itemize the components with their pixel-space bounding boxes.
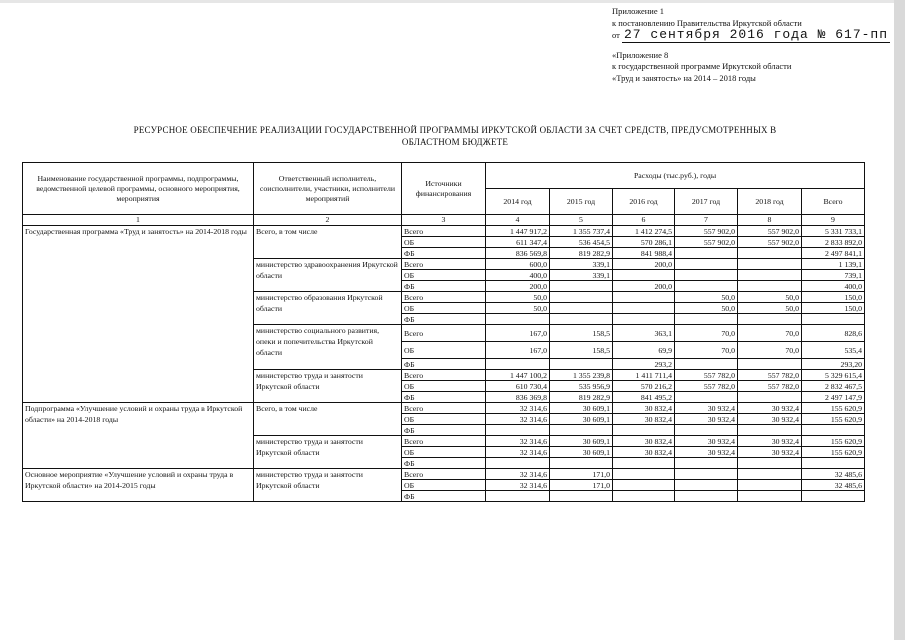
amount-cell: 600,0 [486, 259, 550, 270]
column-number: 6 [613, 215, 675, 226]
total-cell: 32 485,6 [802, 469, 865, 480]
amount-cell: 30 832,4 [613, 403, 675, 414]
resource-table [22, 162, 865, 502]
amount-cell: 339,1 [550, 259, 613, 270]
amount-cell [738, 425, 802, 436]
amount-cell: 557 902,0 [738, 226, 802, 237]
funding-source-cell: ФБ [402, 392, 486, 403]
amount-cell [613, 292, 675, 303]
funding-source-cell: Всего [402, 259, 486, 270]
amount-cell: 30 609,1 [550, 447, 613, 458]
amount-cell [486, 458, 550, 469]
amount-cell [738, 458, 802, 469]
amount-cell: 30 832,4 [613, 436, 675, 447]
executor-cell: министерство труда и занятости Иркутской области [254, 436, 402, 469]
header-executor: Ответственный исполнитель, соисполнители, участники, исполнители мероприятий [254, 163, 402, 215]
amount-cell: 32 314,6 [486, 436, 550, 447]
scan-right-edge [894, 0, 905, 640]
funding-source-cell: Всего [402, 403, 486, 414]
amount-cell: 30 932,4 [738, 414, 802, 425]
header-line3 [612, 29, 902, 42]
amount-cell: 32 314,6 [486, 403, 550, 414]
amount-cell: 171,0 [550, 480, 613, 491]
amount-cell: 70,0 [675, 325, 738, 342]
amount-cell: 30 932,4 [738, 436, 802, 447]
amount-cell: 50,0 [738, 303, 802, 314]
amount-cell: 50,0 [675, 292, 738, 303]
amount-cell: 30 932,4 [675, 447, 738, 458]
amount-cell: 171,0 [550, 469, 613, 480]
amount-cell [486, 359, 550, 370]
total-cell: 5 331 733,1 [802, 226, 865, 237]
total-cell: 1 139,1 [802, 259, 865, 270]
funding-source-cell: ОБ [402, 342, 486, 359]
amount-cell [675, 480, 738, 491]
executor-cell: министерство образования Иркутской области [254, 292, 402, 325]
executor-cell: Всего, в том числе [254, 226, 402, 259]
total-cell: 739,1 [802, 270, 865, 281]
amount-cell: 69,9 [613, 342, 675, 359]
executor-cell: министерство труда и занятости Иркутской области [254, 370, 402, 403]
header-name: Наименование государственной программы, подпрограммы, ведомственной целевой программы, основного мероприятия, мероприятия [23, 163, 254, 215]
amount-cell: 536 454,5 [550, 237, 613, 248]
amount-cell [675, 259, 738, 270]
funding-source-cell: ОБ [402, 303, 486, 314]
appendix-header [612, 6, 902, 84]
amount-cell: 30 609,1 [550, 403, 613, 414]
table-row [23, 469, 865, 480]
amount-cell: 339,1 [550, 270, 613, 281]
amount-cell: 200,0 [486, 281, 550, 292]
amount-cell: 70,0 [675, 342, 738, 359]
amount-cell [486, 425, 550, 436]
amount-cell: 158,5 [550, 342, 613, 359]
amount-cell: 30 932,4 [738, 403, 802, 414]
amount-cell: 841 988,4 [613, 248, 675, 259]
column-number: 8 [738, 215, 802, 226]
total-cell [802, 491, 865, 502]
amount-cell: 1 411 711,4 [613, 370, 675, 381]
total-cell: 155 620,9 [802, 436, 865, 447]
amount-cell [738, 480, 802, 491]
funding-source-cell: ФБ [402, 458, 486, 469]
amount-cell [675, 392, 738, 403]
document-title [60, 124, 850, 148]
amount-cell: 819 282,9 [550, 392, 613, 403]
total-cell [802, 425, 865, 436]
amount-cell [486, 314, 550, 325]
amount-cell: 30 832,4 [613, 447, 675, 458]
amount-cell: 32 314,6 [486, 414, 550, 425]
amount-cell [738, 469, 802, 480]
amount-cell: 400,0 [486, 270, 550, 281]
executor-cell: министерство здравоохранения Иркутской области [254, 259, 402, 292]
amount-cell: 570 216,2 [613, 381, 675, 392]
amount-cell [550, 303, 613, 314]
amount-cell [675, 425, 738, 436]
funding-source-cell: ФБ [402, 491, 486, 502]
amount-cell: 32 314,6 [486, 480, 550, 491]
funding-source-cell: ФБ [402, 248, 486, 259]
amount-cell [613, 314, 675, 325]
amount-cell: 50,0 [486, 303, 550, 314]
funding-source-cell: ФБ [402, 314, 486, 325]
total-cell: 155 620,9 [802, 403, 865, 414]
amount-cell [675, 281, 738, 292]
amount-cell: 363,1 [613, 325, 675, 342]
amount-cell: 50,0 [738, 292, 802, 303]
executor-cell: министерство труда и занятости Иркутской области [254, 469, 402, 502]
funding-source-cell: Всего [402, 436, 486, 447]
amount-cell [550, 425, 613, 436]
amount-cell [738, 248, 802, 259]
amount-cell: 30 932,4 [738, 447, 802, 458]
header-line1: Приложение 1 [612, 6, 664, 16]
funding-source-cell: ОБ [402, 480, 486, 491]
amount-cell: 30 609,1 [550, 436, 613, 447]
amount-cell [613, 270, 675, 281]
column-number: 9 [802, 215, 865, 226]
funding-source-cell: ОБ [402, 414, 486, 425]
amount-cell: 70,0 [738, 325, 802, 342]
amount-cell: 557 902,0 [675, 237, 738, 248]
amount-cell: 841 495,2 [613, 392, 675, 403]
header-year: 2017 год [675, 189, 738, 215]
amount-cell [613, 458, 675, 469]
amount-cell [550, 491, 613, 502]
column-number: 5 [550, 215, 613, 226]
date-stamp: 27 сентября 2016 года № 617-пп [623, 27, 889, 42]
funding-source-cell: Всего [402, 226, 486, 237]
funding-source-cell: Всего [402, 370, 486, 381]
amount-cell [550, 281, 613, 292]
amount-cell: 535 956,9 [550, 381, 613, 392]
amount-cell [613, 480, 675, 491]
measure-name-cell: Государственная программа «Труд и занятость» на 2014-2018 годы [23, 226, 254, 403]
funding-source-cell: ОБ [402, 270, 486, 281]
column-number: 2 [254, 215, 402, 226]
table-row [23, 226, 865, 237]
amount-cell [550, 458, 613, 469]
header-expenses: Расходы (тыс.руб.), годы [486, 163, 865, 189]
total-cell: 2 497 841,1 [802, 248, 865, 259]
amount-cell [738, 259, 802, 270]
amount-cell: 30 609,1 [550, 414, 613, 425]
total-cell: 150,0 [802, 303, 865, 314]
amount-cell: 50,0 [486, 292, 550, 303]
header-source: Источники финансирования [402, 163, 486, 215]
amount-cell: 167,0 [486, 342, 550, 359]
amount-cell [675, 458, 738, 469]
executor-cell: министерство социального развития, опеки и попечительства Иркутской области [254, 325, 402, 370]
amount-cell: 200,0 [613, 281, 675, 292]
header-year: 2015 год [550, 189, 613, 215]
total-cell: 155 620,9 [802, 447, 865, 458]
total-cell: 2 833 892,0 [802, 237, 865, 248]
amount-cell: 50,0 [675, 303, 738, 314]
header-year: 2016 год [613, 189, 675, 215]
column-number: 1 [23, 215, 254, 226]
amount-cell: 32 314,6 [486, 447, 550, 458]
total-cell: 150,0 [802, 292, 865, 303]
amount-cell [613, 425, 675, 436]
amount-cell: 30 932,4 [675, 403, 738, 414]
funding-source-cell: ОБ [402, 381, 486, 392]
amount-cell: 200,0 [613, 259, 675, 270]
amount-cell [613, 303, 675, 314]
amount-cell [738, 281, 802, 292]
total-cell: 2 497 147,9 [802, 392, 865, 403]
amount-cell: 557 902,0 [738, 237, 802, 248]
funding-source-cell: ФБ [402, 281, 486, 292]
amount-cell [738, 314, 802, 325]
funding-source-cell: ОБ [402, 447, 486, 458]
amount-cell: 1 447 100,2 [486, 370, 550, 381]
amount-cell [675, 491, 738, 502]
scan-top-edge [0, 0, 905, 3]
header-line5: к государственной программе Иркутской области [612, 61, 792, 71]
amount-cell: 167,0 [486, 325, 550, 342]
amount-cell [613, 469, 675, 480]
funding-source-cell: ОБ [402, 237, 486, 248]
amount-cell: 32 314,6 [486, 469, 550, 480]
amount-cell [738, 359, 802, 370]
total-cell: 2 832 467,5 [802, 381, 865, 392]
table-row [23, 403, 865, 414]
amount-cell: 293,2 [613, 359, 675, 370]
amount-cell: 1 412 274,5 [613, 226, 675, 237]
amount-cell: 557 782,0 [738, 381, 802, 392]
total-cell: 5 329 615,4 [802, 370, 865, 381]
amount-cell: 557 782,0 [675, 370, 738, 381]
measure-name-cell: Подпрограмма «Улучшение условий и охраны труда в Иркутской области» на 2014-2018 годы [23, 403, 254, 469]
amount-cell: 610 730,4 [486, 381, 550, 392]
executor-cell: Всего, в том числе [254, 403, 402, 436]
amount-cell: 30 932,4 [675, 436, 738, 447]
total-cell [802, 458, 865, 469]
amount-cell: 70,0 [738, 342, 802, 359]
funding-source-cell: Всего [402, 325, 486, 342]
amount-cell: 30 832,4 [613, 414, 675, 425]
amount-cell [738, 270, 802, 281]
total-cell: 32 485,6 [802, 480, 865, 491]
amount-cell: 557 782,0 [738, 370, 802, 381]
funding-source-cell: Всего [402, 469, 486, 480]
amount-cell [738, 491, 802, 502]
amount-cell [613, 491, 675, 502]
header-line2: к постановлению Правительства Иркутской области [612, 17, 802, 28]
header-line4: «Приложение 8 [612, 49, 669, 60]
total-cell: 155 620,9 [802, 414, 865, 425]
funding-source-cell: Всего [402, 292, 486, 303]
amount-cell: 30 932,4 [675, 414, 738, 425]
amount-cell [486, 491, 550, 502]
amount-cell: 557 902,0 [675, 226, 738, 237]
header-year: 2018 год [738, 189, 802, 215]
amount-cell [675, 270, 738, 281]
amount-cell: 1 355 239,8 [550, 370, 613, 381]
amount-cell [675, 359, 738, 370]
column-number: 3 [402, 215, 486, 226]
amount-cell: 158,5 [550, 325, 613, 342]
total-cell: 828,6 [802, 325, 865, 342]
amount-cell: 836 569,8 [486, 248, 550, 259]
amount-cell [675, 314, 738, 325]
column-number: 4 [486, 215, 550, 226]
amount-cell [738, 392, 802, 403]
header-date-prefix: от [612, 30, 620, 40]
amount-cell [675, 248, 738, 259]
total-cell: 400,0 [802, 281, 865, 292]
amount-cell: 1 355 737,4 [550, 226, 613, 237]
amount-cell: 836 369,8 [486, 392, 550, 403]
column-number: 7 [675, 215, 738, 226]
measure-name-cell: Основное мероприятие «Улучшение условий и охраны труда в Иркутской области» на 2014-2015 годы [23, 469, 254, 502]
title-line1: РЕСУРСНОЕ ОБЕСПЕЧЕНИЕ РЕАЛИЗАЦИИ ГОСУДАРСТВЕННОЙ ПРОГРАММЫ ИРКУТСКОЙ ОБЛАСТИ ЗА СЧЕТ СРЕДСТВ, ПРЕДУСМОТРЕННЫХ В [133, 125, 777, 135]
header-total: Всего [802, 189, 865, 215]
amount-cell [550, 314, 613, 325]
title-line2: ОБЛАСТНОМ БЮДЖЕТЕ [401, 137, 509, 147]
header-line6: «Труд и занятость» на 2014 – 2018 годы [612, 72, 756, 83]
total-cell: 535,4 [802, 342, 865, 359]
amount-cell [550, 359, 613, 370]
funding-source-cell: ФБ [402, 359, 486, 370]
amount-cell [550, 292, 613, 303]
amount-cell: 1 447 917,2 [486, 226, 550, 237]
amount-cell: 611 347,4 [486, 237, 550, 248]
amount-cell [675, 469, 738, 480]
funding-source-cell: ФБ [402, 425, 486, 436]
amount-cell: 557 782,0 [675, 381, 738, 392]
total-cell [802, 314, 865, 325]
total-cell: 293,20 [802, 359, 865, 370]
amount-cell: 570 286,1 [613, 237, 675, 248]
amount-cell: 819 282,9 [550, 248, 613, 259]
header-year: 2014 год [486, 189, 550, 215]
